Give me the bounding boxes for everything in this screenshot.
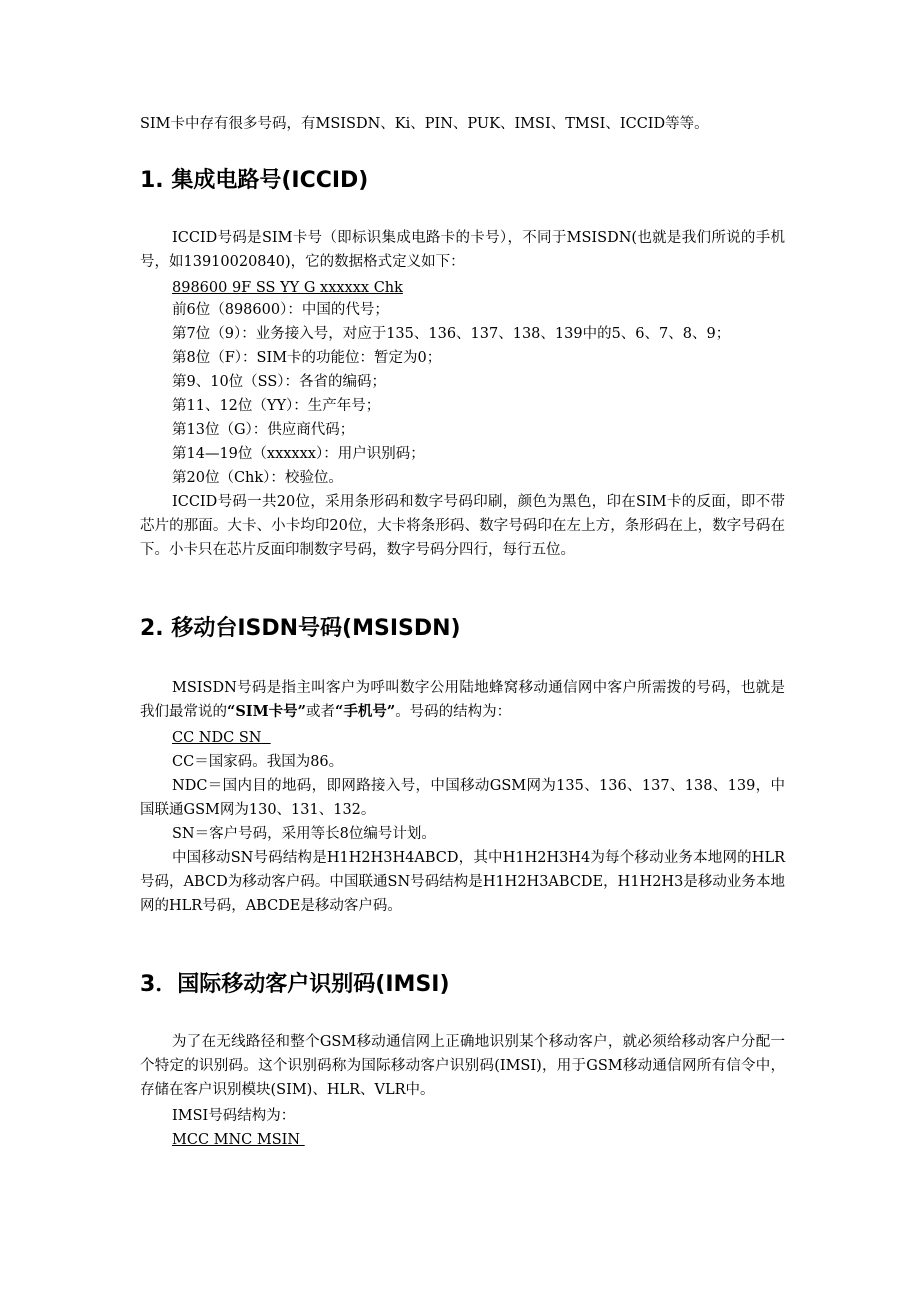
intro-paragraph: SIM卡中存有很多号码，有MSISDN、Ki、PIN、PUK、IMSI、TMSI、ICCID等等。 <box>140 116 709 132</box>
section-1-heading: 1. 集成电路号(ICCID) <box>140 168 369 193</box>
msisdn-intro-text: MSISDN号码是指主叫客户为呼叫数字公用陆地蜂窝移动通信网中客户所需拨的号码，也就是我们最常说的 <box>140 680 785 720</box>
sim-card-number-term: “SIM卡号” <box>227 703 306 720</box>
iccid-format <box>172 276 772 300</box>
iccid-item: 第20位（Chk）：校验位。 <box>172 470 343 486</box>
section-2-paragraph-2: 中国移动SN号码结构是H1H2H3H4ABCD，其中H1H2H3H4为每个移动业务本地网的HLR号码，ABCD为移动客户码。中国联通SN号码结构是H1H2H3ABCDE，H1H2H3是移动业务本地网的HLR号码，ABCDE是移动客户码。 <box>140 850 785 914</box>
sn-definition: SN＝客户号码，采用等长8位编号计划。 <box>172 826 436 842</box>
iccid-item: 第9、10位（SS）：各省的编码； <box>172 374 387 390</box>
iccid-item: 第14—19位（xxxxxx）：用户识别码； <box>172 446 425 462</box>
imsi-format-text: MCC MNC MSIN <box>172 1132 301 1148</box>
ndc-definition: NDC＝国内目的地码，即网路接入号，中国移动GSM网为135、136、137、138、139，中国联通GSM网为130、131、132。 <box>140 778 785 818</box>
iccid-item: 前6位（898600）：中国的代号； <box>172 302 389 318</box>
section-2-heading: 2. 移动台ISDN号码(MSISDN) <box>140 616 461 641</box>
iccid-format-text: 898600 9F SS YY G xxxxxx Chk <box>172 280 403 296</box>
iccid-item: 第7位（9）：业务接入号，对应于135、136、137、138、139中的5、6、7、8、9； <box>172 326 731 342</box>
section-3-heading: 3．国际移动客户识别码(IMSI) <box>140 972 450 997</box>
imsi-format <box>172 1128 772 1152</box>
section-1-paragraph-1: ICCID号码是SIM卡号（即标识集成电路卡的卡号），不同于MSISDN(也就是我们所说的手机号，如13910020840)，它的数据格式定义如下： <box>140 230 785 270</box>
phone-number-term: “手机号” <box>335 703 396 720</box>
section-1-paragraph-2: ICCID号码一共20位，采用条形码和数字号码印刷，颜色为黑色，印在SIM卡的反面，即不带芯片的那面。大卡、小卡均印20位，大卡将条形码、数字号码印在左上方，条形码在上，数字号码在下。小卡只在芯片反面印制数字号码，数字号码分四行，每行五位。 <box>140 494 785 558</box>
section-2-paragraph-1 <box>140 676 785 724</box>
iccid-item: 第11、12位（YY）：生产年号； <box>172 398 381 414</box>
structure-lead-text: 。号码的结构为： <box>395 704 512 720</box>
section-3-paragraph-1: 为了在无线路径和整个GSM移动通信网上正确地识别某个移动客户，就必须给移动客户分配一个特定的识别码。这个识别码称为国际移动客户识别码(IMSI)，用于GSM移动通信网所有信令中，存储在客户识别模块(SIM)、HLR、VLR中。 <box>140 1034 785 1098</box>
imsi-structure-label: IMSI号码结构为： <box>172 1108 296 1124</box>
msisdn-format-text: CC NDC SN <box>172 730 262 746</box>
msisdn-format <box>172 726 772 750</box>
iccid-item: 第13位（G）：供应商代码； <box>172 422 355 438</box>
iccid-item: 第8位（F）：SIM卡的功能位：暂定为0； <box>172 350 442 366</box>
cc-definition: CC＝国家码。我国为86。 <box>172 754 344 770</box>
conjunction-text: 或者 <box>306 704 335 720</box>
